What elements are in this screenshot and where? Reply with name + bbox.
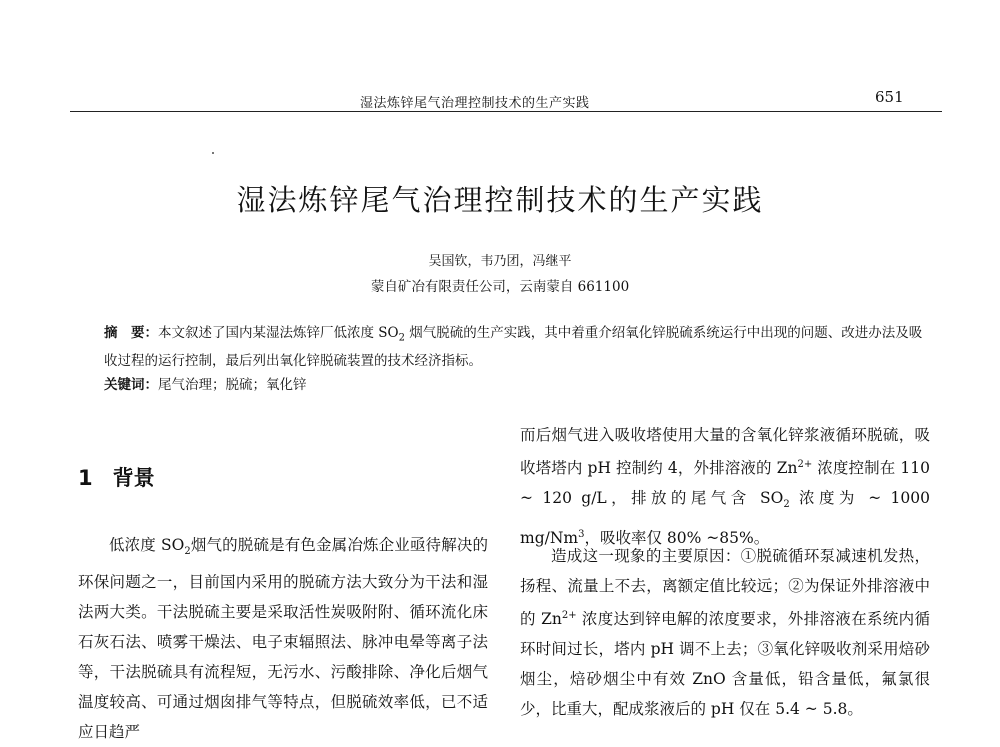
zn-charge: 2+ (797, 459, 813, 470)
header-rule (70, 111, 942, 112)
abstract (104, 322, 924, 373)
subscript-2: 2 (184, 546, 191, 558)
right-text-2a: 造成这一现象的主要原因：①脱硫循环泵减速机发热，扬程、流量上不去，离额定值比较远；②为保证外排溶液中的 Zn (520, 547, 930, 629)
abstract-text-1: 本文叙述了国内某湿法炼锌厂低浓度 SO (158, 325, 399, 341)
keywords (104, 373, 924, 393)
left-text-1: 低浓度 SO (109, 536, 185, 554)
right-column-paragraph-2 (520, 541, 930, 724)
scan-speck (212, 152, 214, 154)
right-text-1b: 浓度控制在 110 ~ 120 g/L，排放的尾气含 SO (520, 459, 930, 508)
right-column-paragraph-1 (520, 420, 930, 553)
right-text-1c: 浓度为 ~ 1000 mg/Nm (520, 489, 930, 548)
right-text-1a: 而后烟气进入吸收塔使用大量的含氧化锌浆液循环脱硫，吸收塔塔内 pH 控制约 4，外排溶液的 Zn (520, 426, 930, 478)
left-column-paragraph (78, 530, 488, 747)
section-number: 1 (78, 466, 93, 490)
section-heading (78, 462, 155, 492)
keywords-label: 关键词： (104, 377, 158, 393)
affiliation: 蒙自矿冶有限责任公司，云南蒙自 661100 (370, 279, 630, 295)
subscript-2: 2 (783, 499, 790, 511)
abstract-label: 摘 要： (104, 325, 158, 341)
left-text-2: 烟气的脱硫是有色金属冶炼企业亟待解决的环保问题之一，目前国内采用的脱硫方法大致分为干法和湿法两大类。干法脱硫主要是采取活性炭吸附附、循环流化床石灰石法、喷雾干燥法、电子束辐照法、脉冲电晕等离子法等，干法脱硫具有流程短，无污水、污酸排除、净化后烟气温度较高、可通过烟囱排气等特点，但脱硫效率低，已不适应日趋严 (78, 536, 488, 742)
abstract-text-2: 烟气脱硫的生产实践，其中着重介绍氧化锌脱硫系统运行中出现的问题、改进办法及吸收过程的运行控制，最后列出氧化锌脱硫装置的技术经济指标。 (104, 325, 923, 369)
superscript-3: 3 (578, 529, 585, 541)
section-title: 背景 (112, 466, 155, 490)
right-text-2b: 浓度达到锌电解的浓度要求，外排溶液在系统内循环时间过长，塔内 pH 调不上去；③氧化锌吸收剂采用焙砂烟尘，焙砂烟尘中有效 ZnO 含量低，铅含量低，氟氯很少，比重大，配成浆液后的 pH 仅在 5.4 ~ 5.8。 (520, 610, 930, 719)
keywords-text: 尾气治理；脱硫；氧化锌 (158, 377, 307, 393)
paper-title: 湿法炼锌尾气治理控制技术的生产实践 (236, 183, 764, 217)
running-header (0, 0, 1000, 110)
running-title: 湿法炼锌尾气治理控制技术的生产实践 (360, 96, 590, 111)
authors: 吴国钦，韦乃团，冯继平 (428, 254, 572, 269)
right-text-1d: ，吸收率仅 80% ~85%。 (584, 529, 770, 548)
zn-charge: 2+ (561, 610, 577, 621)
page-number: 651 (875, 88, 904, 106)
subscript-2: 2 (398, 332, 405, 344)
